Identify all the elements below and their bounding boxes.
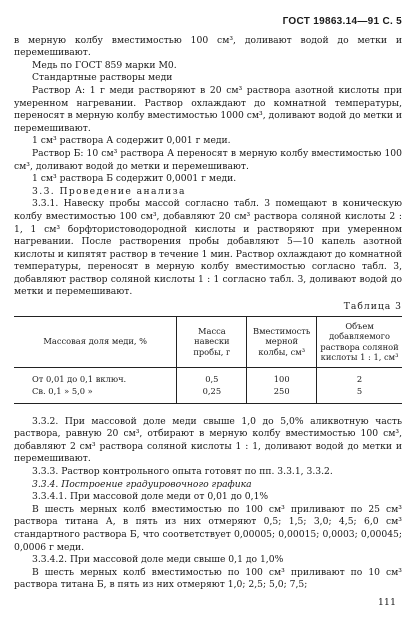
paragraph: 1 см³ раствора Б содержит 0,0001 г меди.	[32, 173, 237, 185]
data-table	[14, 316, 402, 404]
paragraph: 1 см³ раствора А содержит 0,001 г меди.	[32, 135, 231, 147]
paragraph: 3.3.4.2. При массовой доле меди свыше 0,1 до 1,0%	[32, 554, 284, 566]
paragraph: 3.3.1. Навеску пробы массой согласно табл. 3 помещают в коническую колбу вместимостью 100 см³, добавляют 20 см³ раствора соляной кислоты 2 : 1, 1 см³ борфтористоводородной кислоты и растворяют при умеренном нагревании. После растворения пробы добавляют 5—10 капель азотной кислоты и кипятят раствор в течение 1 мин. Раствор охлаждают до комнатной температуры, переносят в мерную колбу вместимостью согласно табл. 3, добавляют раствор соляной кислоты 1 : 1 согласно табл. 3, доливают водой до метки и перемешивают.	[14, 198, 402, 298]
table-header: Массовая доля меди, %	[14, 316, 177, 367]
paragraph: Раствор А: 1 г меди растворяют в 20 см³ раствора азотной кислоты при умеренном нагревании. Раствор охлаждают до комнатной температуры, переносят в мерную колбу вместимостью 1000 см³, доливают водой до метки и перемешивают.	[14, 84, 402, 134]
table-header: Вместимость мерной колбы, см³	[247, 316, 317, 367]
table-row	[14, 385, 402, 403]
paragraph: в мерную колбу вместимостью 100 см³, доливают водой до метки и перемешивают.	[14, 34, 402, 59]
section-heading: 3.3. Проведение анализа	[32, 185, 186, 197]
paragraph: В шесть мерных колб вместимостью по 100 см³ приливают по 25 см³ раствора титана А, в пять из них отмеряют 0,5; 1,5; 3,0; 4,5; 6,0 см³ стандартного раствора Б, что соответствует 0,00005; 0,00015; 0,0003; 0,00045; 0,0006 г меди.	[14, 503, 402, 553]
paragraph: 3.3.3. Раствор контрольного опыта готовят по пп. 3.3.1, 3.3.2.	[32, 466, 333, 478]
paragraph: Раствор Б: 10 см³ раствора А переносят в мерную колбу вместимостью 100 см³, доливают водой до метки и перемешивают.	[14, 147, 402, 172]
subheading: 3.3.4. Построение градуировочного графика	[32, 478, 252, 490]
page-number: 111	[377, 597, 396, 609]
paragraph: В шесть мерных колб вместимостью по 100 см³ приливают по 10 см³ раствора титана Б, в пять из них отмеряют 1,0; 2,5; 5,0; 7,5;	[14, 566, 402, 591]
table-row	[14, 367, 402, 385]
paragraph: 3.3.2. При массовой доле меди свыше 1,0 до 5,0% аликвотную часть раствора, равную 20 см³, отбирают в мерную колбу вместимостью 100 см³, добавляют 2 см³ раствора соляной кислоты 1 : 1, доливают водой до метки и перемешивают.	[14, 415, 402, 465]
paragraph: Медь по ГОСТ 859 марки М0.	[32, 59, 177, 71]
table-cell: 2	[317, 367, 402, 385]
table-cell: 0,5	[177, 367, 247, 385]
subheading: Стандартные растворы меди	[32, 72, 173, 84]
table-cell: 250	[247, 385, 317, 403]
table-cell: Св. 0,1 » 5,0 »	[14, 385, 177, 403]
page-header: ГОСТ 19863.14—91 С. 5	[282, 16, 402, 27]
table-cell: 100	[247, 367, 317, 385]
table-header: Масса навески пробы, г	[177, 316, 247, 367]
table-header: Объем добавляемого раствора соляной кислоты 1 : 1, см³	[317, 316, 402, 367]
table-cell: От 0,01 до 0,1 включ.	[32, 373, 127, 384]
paragraph: 3.3.4.1. При массовой доле меди от 0,01 до 0,1%	[32, 491, 269, 503]
table-caption: Таблица 3	[343, 301, 402, 313]
table-cell: 0,25	[177, 385, 247, 403]
table-cell: 5	[317, 385, 402, 403]
